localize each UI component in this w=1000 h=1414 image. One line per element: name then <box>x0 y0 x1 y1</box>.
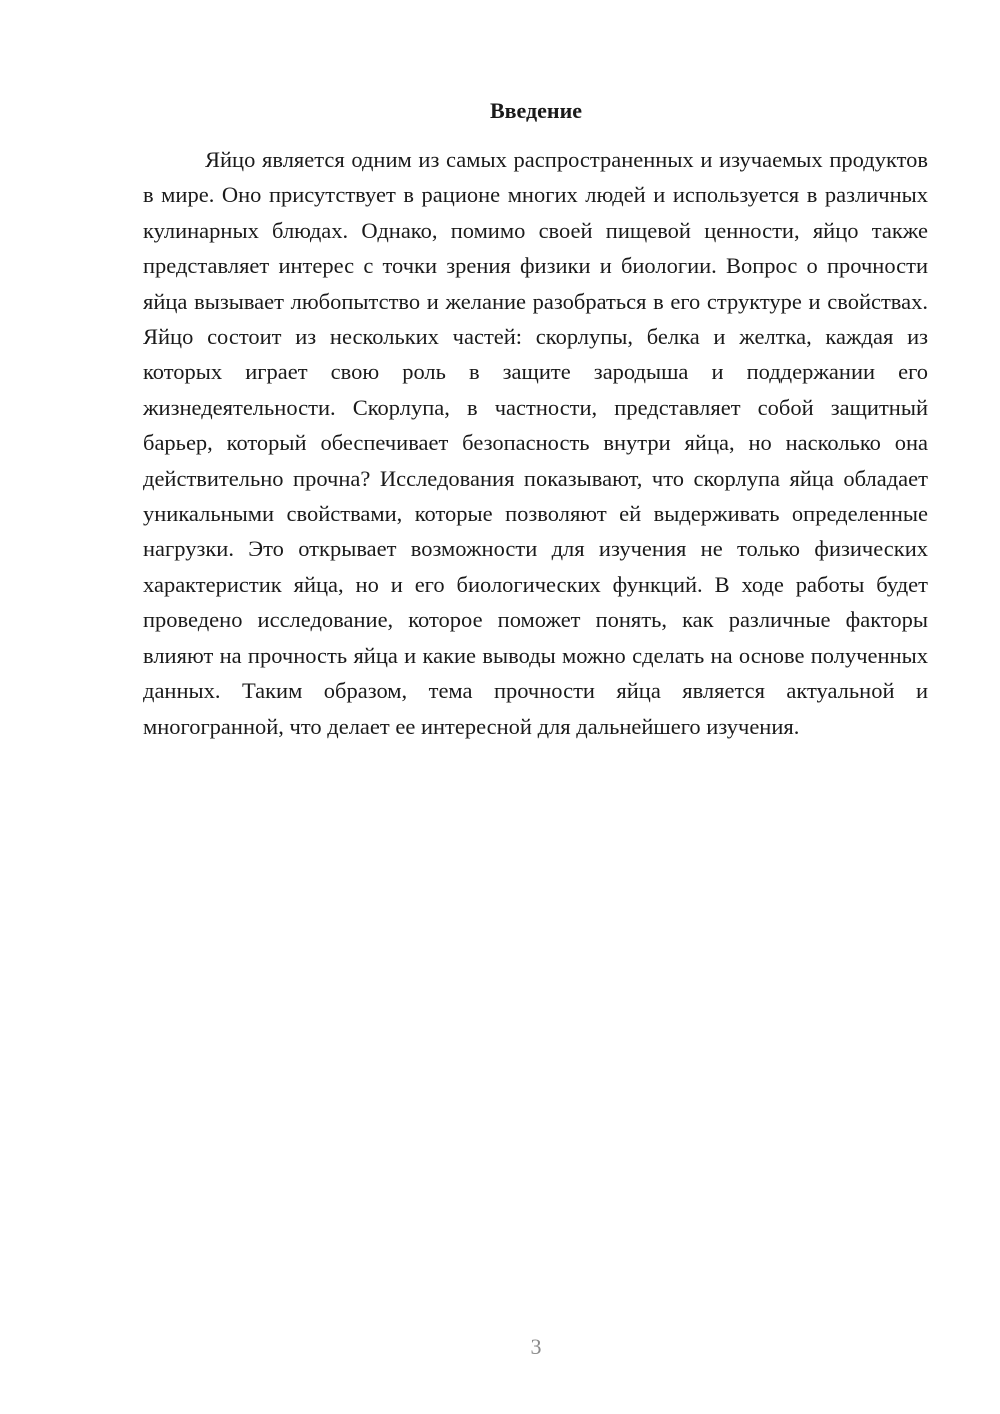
section-title: Введение <box>489 98 583 123</box>
page-number: 3 <box>530 1334 542 1359</box>
body-paragraph: Яйцо является одним из самых распространенных и изучаемых продуктов в мире. Оно присутствует в рационе многих людей и используется в различных кулинарных блюдах. Однако, помимо своей пищевой ценности, яйцо также представляет интерес с точки зрения физики и биологии. Вопрос о прочности яйца вызывает любопытство и желание разобраться в его структуре и свойствах. Яйцо состоит из нескольких частей: скорлупы, белка и желтка, каждая из которых играет свою роль в защите зародыша и поддержании его жизнедеятельности. Скорлупа, в частности, представляет собой защитный барьер, который обеспечивает безопасность внутри яйца, но насколько она действительно прочна? Исследования показывают, что скорлупа яйца обладает уникальными свойствами, которые позволяют ей выдерживать определенные нагрузки. Это открывает возможности для изучения не только физических характеристик яйца, но и его биологических функций. В ходе работы будет проведено исследование, которое поможет понять, как различные факторы влияют на прочность яйца и какие выводы можно сделать на основе полученных данных. Таким образом, тема прочности яйца является актуальной и многогранной, что делает ее интересной для дальнейшего изучения. <box>143 147 928 739</box>
